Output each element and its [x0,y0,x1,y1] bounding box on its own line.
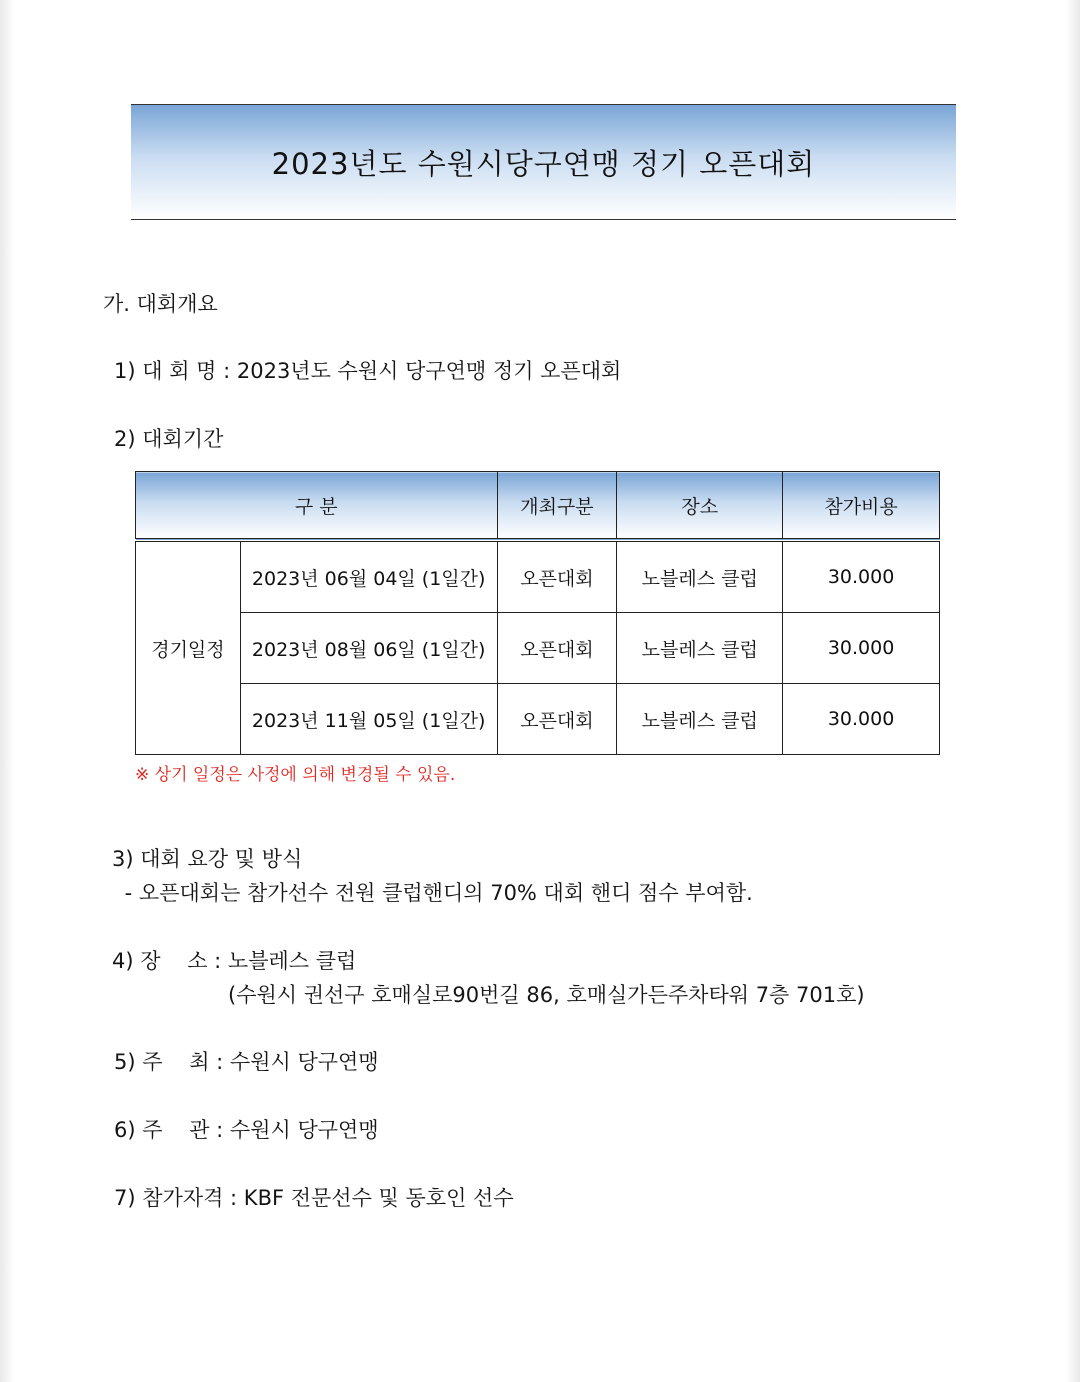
table-row [136,684,940,755]
row-type: 오픈대회 [497,613,617,684]
row-fee: 30.000 [783,613,940,684]
organizer-label: 6) 주 관 : 수원시 당구연맹 [114,1118,379,1142]
table-row [136,540,940,613]
row-venue: 노블레스 클럽 [617,684,783,755]
rules-detail: - 오픈대회는 참가선수 전원 클럽핸디의 70% 대회 핸디 점수 부여함. [118,881,753,905]
page-edge-left [0,0,14,1382]
host-label: 5) 주 최 : 수원시 당구연맹 [114,1050,379,1074]
row-fee: 30.000 [783,684,940,755]
tournament-name: 1) 대 회 명 : 2023년도 수원시 당구연맹 정기 오픈대회 [114,359,622,383]
row-venue: 노블레스 클럽 [617,613,783,684]
table-header-row [136,472,940,541]
page-title: 2023년도 수원시당구연맹 정기 오픈대회 [271,146,816,181]
header-category: 구 분 [136,472,498,541]
row-type: 오픈대회 [497,684,617,755]
eligibility-label: 7) 참가자격 : KBF 전문선수 및 동호인 선수 [114,1186,514,1210]
schedule-note: ※ 상기 일정은 사정에 의해 변경될 수 있음. [135,765,456,785]
page-edge-right [1066,0,1080,1382]
section-heading: 가. 대회개요 [103,292,218,316]
venue-label: 4) 장 소 : 노블레스 클럽 [112,949,357,973]
title-banner [131,104,956,220]
row-date: 2023년 06월 04일 (1일간) [240,540,497,613]
row-type: 오픈대회 [497,540,617,613]
row-venue: 노블레스 클럽 [617,540,783,613]
row-date: 2023년 11월 05일 (1일간) [240,684,497,755]
period-label: 2) 대회기간 [114,427,224,451]
table-row [136,613,940,684]
group-label: 경기일정 [136,540,241,755]
header-type: 개최구분 [497,472,617,541]
row-fee: 30.000 [783,540,940,613]
schedule-table [135,471,940,755]
venue-address: (수원시 권선구 호매실로90번길 86, 호매실가든주차타워 7층 701호) [228,983,865,1007]
rules-label: 3) 대회 요강 및 방식 [112,847,303,871]
header-venue: 장소 [617,472,783,541]
row-date: 2023년 08월 06일 (1일간) [240,613,497,684]
header-fee: 참가비용 [783,472,940,541]
